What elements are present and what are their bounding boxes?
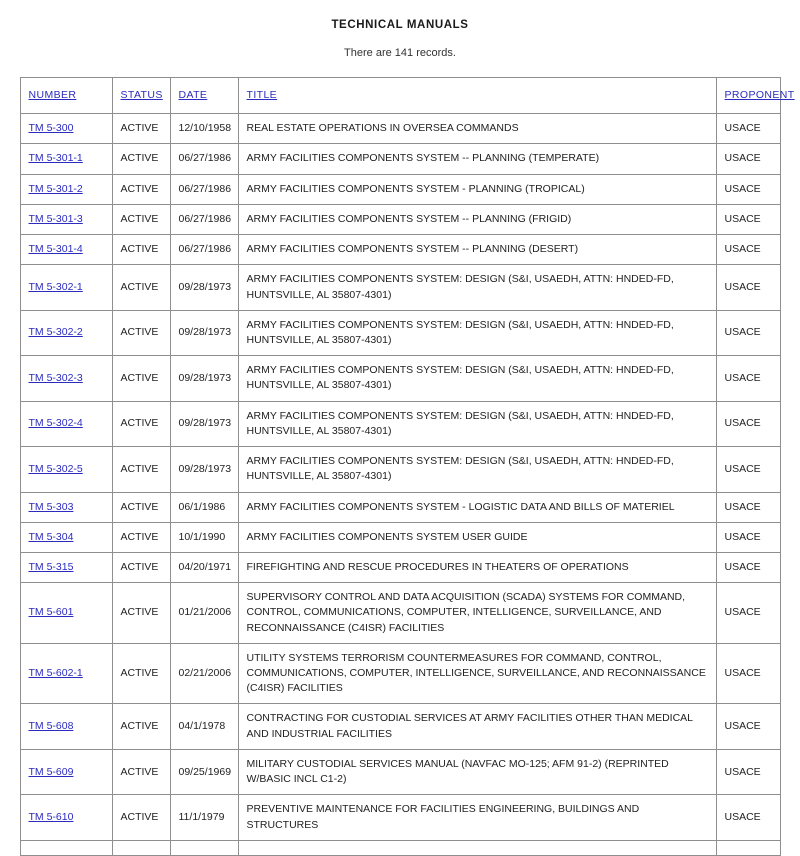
cell-number xyxy=(20,447,112,492)
cell-proponent: USACE xyxy=(716,704,780,749)
cell-title xyxy=(238,840,716,855)
cell-title: ARMY FACILITIES COMPONENTS SYSTEM -- PLANNING (FRIGID) xyxy=(238,204,716,234)
table-row xyxy=(20,356,780,401)
cell-status: ACTIVE xyxy=(112,749,170,794)
cell-title: CONTRACTING FOR CUSTODIAL SERVICES AT ARMY FACILITIES OTHER THAN MEDICAL AND INDUSTRIAL FACILITIES xyxy=(238,704,716,749)
cell-date: 09/28/1973 xyxy=(170,310,238,355)
column-header-number xyxy=(20,78,112,114)
manual-number-link[interactable]: TM 5-304 xyxy=(28,530,74,543)
cell-status: ACTIVE xyxy=(112,522,170,552)
cell-proponent: USACE xyxy=(716,401,780,446)
cell-title: ARMY FACILITIES COMPONENTS SYSTEM: DESIGN (S&I, USAEDH, ATTN: HNDED-FD, HUNTSVILLE, AL 35807-4301) xyxy=(238,310,716,355)
cell-title: MILITARY CUSTODIAL SERVICES MANUAL (NAVFAC MO-125; AFM 91-2) (REPRINTED W/BASIC INCL C1-2) xyxy=(238,749,716,794)
cell-number xyxy=(20,174,112,204)
manual-number-link[interactable]: TM 5-602-1 xyxy=(28,667,83,680)
manual-number-link[interactable]: TM 5-301-3 xyxy=(28,212,83,225)
cell-number xyxy=(20,583,112,644)
table-row xyxy=(20,447,780,492)
cell-title: ARMY FACILITIES COMPONENTS SYSTEM USER GUIDE xyxy=(238,522,716,552)
cell-date: 02/21/2006 xyxy=(170,643,238,704)
table-header-row xyxy=(20,78,780,114)
table-row xyxy=(20,235,780,265)
cell-number xyxy=(20,795,112,840)
cell-proponent: USACE xyxy=(716,795,780,840)
cell-number xyxy=(20,552,112,582)
cell-proponent xyxy=(716,840,780,855)
cell-status xyxy=(112,840,170,855)
cell-proponent: USACE xyxy=(716,310,780,355)
cell-status: ACTIVE xyxy=(112,492,170,522)
cell-title: SUPERVISORY CONTROL AND DATA ACQUISITION (SCADA) SYSTEMS FOR COMMAND, CONTROL, COMMUNICATIONS, COMPUTER, INTELLIGENCE, SURVEILLANCE, AND RECONNAISSANCE (C4ISR) FACILITIES xyxy=(238,583,716,644)
technical-manuals-page xyxy=(0,19,800,856)
manual-number-link[interactable]: TM 5-302-5 xyxy=(28,462,83,475)
manual-number-link[interactable]: TM 5-301-2 xyxy=(28,182,83,195)
table-row xyxy=(20,144,780,174)
cell-status: ACTIVE xyxy=(112,795,170,840)
cell-status: ACTIVE xyxy=(112,401,170,446)
cell-proponent: USACE xyxy=(716,749,780,794)
page-title: TECHNICAL MANUALS xyxy=(331,19,469,31)
cell-date: 09/28/1973 xyxy=(170,265,238,310)
cell-date: 11/1/1979 xyxy=(170,795,238,840)
table-row xyxy=(20,749,780,794)
table-row xyxy=(20,265,780,310)
cell-date: 06/27/1986 xyxy=(170,204,238,234)
cell-title: ARMY FACILITIES COMPONENTS SYSTEM: DESIGN (S&I, USAEDH, ATTN: HNDED-FD, HUNTSVILLE, AL 35807-4301) xyxy=(238,447,716,492)
technical-manuals-table xyxy=(20,77,795,856)
manual-number-link[interactable]: TM 5-610 xyxy=(28,810,74,823)
cell-number xyxy=(20,204,112,234)
cell-title: REAL ESTATE OPERATIONS IN OVERSEA COMMANDS xyxy=(238,114,716,144)
manual-number-link[interactable]: TM 5-601 xyxy=(28,606,74,619)
cell-proponent: USACE xyxy=(716,552,780,582)
cell-date: 09/28/1973 xyxy=(170,356,238,401)
column-header-proponent xyxy=(716,78,795,114)
sort-link-status[interactable]: STATUS xyxy=(120,89,163,101)
cell-status: ACTIVE xyxy=(112,704,170,749)
cell-status: ACTIVE xyxy=(112,204,170,234)
record-count: There are 141 records. xyxy=(344,47,456,59)
table-row xyxy=(20,492,780,522)
table-row xyxy=(20,114,780,144)
cell-proponent: USACE xyxy=(716,583,780,644)
cell-status: ACTIVE xyxy=(112,643,170,704)
cell-title: PREVENTIVE MAINTENANCE FOR FACILITIES ENGINEERING, BUILDINGS AND STRUCTURES xyxy=(238,795,716,840)
manual-number-link[interactable]: TM 5-303 xyxy=(28,500,74,513)
column-header-date xyxy=(170,78,238,114)
table-row xyxy=(20,704,780,749)
cell-number xyxy=(20,144,112,174)
cell-date: 09/28/1973 xyxy=(170,447,238,492)
cell-status: ACTIVE xyxy=(112,310,170,355)
cell-title: ARMY FACILITIES COMPONENTS SYSTEM - PLANNING (TROPICAL) xyxy=(238,174,716,204)
cell-date: 01/21/2006 xyxy=(170,583,238,644)
table-row xyxy=(20,401,780,446)
cell-proponent: USACE xyxy=(716,492,780,522)
cell-date: 06/1/1986 xyxy=(170,492,238,522)
table-row xyxy=(20,552,780,582)
table-row xyxy=(20,174,780,204)
manual-number-link[interactable]: TM 5-300 xyxy=(28,122,74,135)
cell-title: ARMY FACILITIES COMPONENTS SYSTEM - LOGISTIC DATA AND BILLS OF MATERIEL xyxy=(238,492,716,522)
cell-status: ACTIVE xyxy=(112,583,170,644)
manual-number-link[interactable]: TM 5-302-3 xyxy=(28,371,83,384)
cell-status: ACTIVE xyxy=(112,235,170,265)
cell-number xyxy=(20,401,112,446)
cell-number xyxy=(20,114,112,144)
cell-date: 09/25/1969 xyxy=(170,749,238,794)
cell-proponent: USACE xyxy=(716,643,780,704)
cell-title: ARMY FACILITIES COMPONENTS SYSTEM: DESIGN (S&I, USAEDH, ATTN: HNDED-FD, HUNTSVILLE, AL 35807-4301) xyxy=(238,401,716,446)
cell-proponent: USACE xyxy=(716,356,780,401)
manual-number-link[interactable]: TM 5-301-4 xyxy=(28,243,83,256)
cell-status: ACTIVE xyxy=(112,144,170,174)
cell-number xyxy=(20,265,112,310)
manual-number-link[interactable]: TM 5-609 xyxy=(28,765,74,778)
manual-number-link[interactable]: TM 5-315 xyxy=(28,560,74,573)
table-row xyxy=(20,795,780,840)
table-row xyxy=(20,522,780,552)
cell-date xyxy=(170,840,238,855)
cell-number xyxy=(20,704,112,749)
manual-number-link[interactable]: TM 5-302-2 xyxy=(28,326,83,339)
cell-number xyxy=(20,356,112,401)
cell-date: 06/27/1986 xyxy=(170,235,238,265)
cell-number xyxy=(20,492,112,522)
cell-proponent: USACE xyxy=(716,447,780,492)
table-row xyxy=(20,583,780,644)
cell-proponent: USACE xyxy=(716,204,780,234)
cell-number xyxy=(20,840,112,855)
cell-number xyxy=(20,522,112,552)
cell-proponent: USACE xyxy=(716,144,780,174)
cell-date: 06/27/1986 xyxy=(170,144,238,174)
cell-date: 04/20/1971 xyxy=(170,552,238,582)
cell-number xyxy=(20,310,112,355)
cell-proponent: USACE xyxy=(716,265,780,310)
cell-date: 04/1/1978 xyxy=(170,704,238,749)
sort-link-proponent[interactable]: PROPONENT xyxy=(724,89,795,101)
cell-number xyxy=(20,643,112,704)
cell-title: UTILITY SYSTEMS TERRORISM COUNTERMEASURES FOR COMMAND, CONTROL, COMMUNICATIONS, COMPUTER, INTELLIGENCE, SURVEILLANCE, AND RECONNAISSANCE (C4ISR) FACILITIES xyxy=(238,643,716,704)
cell-status: ACTIVE xyxy=(112,552,170,582)
cell-proponent: USACE xyxy=(716,522,780,552)
column-header-title xyxy=(238,78,716,114)
sort-link-date[interactable]: DATE xyxy=(178,89,208,101)
table-header xyxy=(20,78,795,114)
cell-title: ARMY FACILITIES COMPONENTS SYSTEM -- PLANNING (DESERT) xyxy=(238,235,716,265)
cell-date: 09/28/1973 xyxy=(170,401,238,446)
cell-status: ACTIVE xyxy=(112,447,170,492)
manual-number-link[interactable]: TM 5-608 xyxy=(28,720,74,733)
cell-title: FIREFIGHTING AND RESCUE PROCEDURES IN THEATERS OF OPERATIONS xyxy=(238,552,716,582)
manual-number-link[interactable]: TM 5-301-1 xyxy=(28,152,83,165)
cell-proponent: USACE xyxy=(716,235,780,265)
cell-title: ARMY FACILITIES COMPONENTS SYSTEM -- PLANNING (TEMPERATE) xyxy=(238,144,716,174)
cell-date: 06/27/1986 xyxy=(170,174,238,204)
sort-link-number[interactable]: NUMBER xyxy=(28,89,77,101)
manual-number-link[interactable]: TM 5-302-4 xyxy=(28,417,83,430)
cell-title: ARMY FACILITIES COMPONENTS SYSTEM: DESIGN (S&I, USAEDH, ATTN: HNDED-FD, HUNTSVILLE, AL 35807-4301) xyxy=(238,265,716,310)
cell-proponent: USACE xyxy=(716,174,780,204)
cell-status: ACTIVE xyxy=(112,114,170,144)
column-header-status xyxy=(112,78,170,114)
table-row xyxy=(20,310,780,355)
table-body xyxy=(20,114,780,856)
cell-proponent: USACE xyxy=(716,114,780,144)
table-row xyxy=(20,643,780,704)
cell-status: ACTIVE xyxy=(112,174,170,204)
cell-number xyxy=(20,235,112,265)
cell-status: ACTIVE xyxy=(112,356,170,401)
cell-number xyxy=(20,749,112,794)
manual-number-link[interactable]: TM 5-302-1 xyxy=(28,280,83,293)
table-row xyxy=(20,204,780,234)
cell-date: 10/1/1990 xyxy=(170,522,238,552)
cell-date: 12/10/1958 xyxy=(170,114,238,144)
sort-link-title[interactable]: TITLE xyxy=(246,89,278,101)
cell-status: ACTIVE xyxy=(112,265,170,310)
table-row-partial xyxy=(20,840,780,855)
cell-title: ARMY FACILITIES COMPONENTS SYSTEM: DESIGN (S&I, USAEDH, ATTN: HNDED-FD, HUNTSVILLE, AL 35807-4301) xyxy=(238,356,716,401)
